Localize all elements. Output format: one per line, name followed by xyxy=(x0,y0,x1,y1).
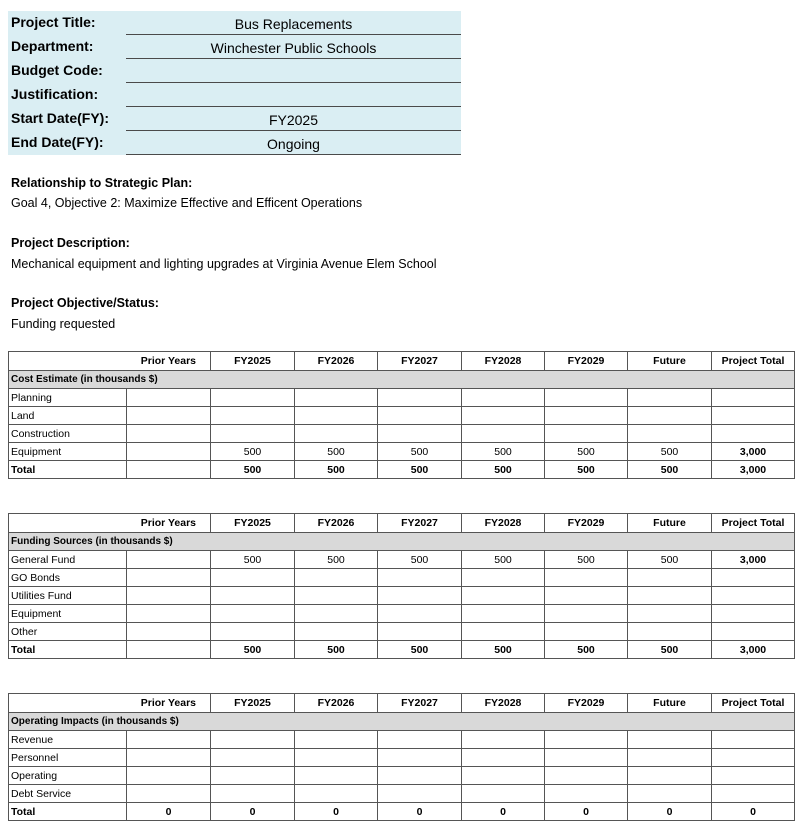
cell xyxy=(712,605,795,623)
cell xyxy=(712,407,795,425)
cell xyxy=(127,731,211,749)
cell xyxy=(378,389,462,407)
table-row xyxy=(9,749,795,767)
info-value xyxy=(126,59,461,83)
row-label: Debt Service xyxy=(9,785,127,803)
cell xyxy=(462,623,545,641)
cell: 500 xyxy=(378,443,462,461)
table-row xyxy=(9,623,795,641)
info-row-end-date xyxy=(8,131,461,155)
cell: 0 xyxy=(211,803,295,821)
header-prior-years: Prior Years xyxy=(127,514,211,533)
cell: 500 xyxy=(211,443,295,461)
info-value xyxy=(126,83,461,107)
total-row xyxy=(9,803,795,821)
cell xyxy=(545,767,628,785)
cell xyxy=(462,767,545,785)
cell xyxy=(462,749,545,767)
cell xyxy=(628,587,712,605)
row-label: Revenue xyxy=(9,731,127,749)
cell xyxy=(545,749,628,767)
table-row xyxy=(9,569,795,587)
strategic-plan-text: Goal 4, Objective 2: Maximize Effective and Efficent Operations xyxy=(11,196,363,210)
table-row xyxy=(9,389,795,407)
header-prior-years: Prior Years xyxy=(127,352,211,371)
cell: 500 xyxy=(211,551,295,569)
cell: 0 xyxy=(378,803,462,821)
cell xyxy=(127,569,211,587)
header-project-total: Project Total xyxy=(712,352,795,371)
description-text: Mechanical equipment and lighting upgrades at Virginia Avenue Elem School xyxy=(11,257,437,271)
info-row-budget-code xyxy=(8,59,461,83)
info-value: FY2025 xyxy=(126,107,461,131)
header-fy2028: FY2028 xyxy=(462,352,545,371)
cell xyxy=(462,605,545,623)
cell xyxy=(712,569,795,587)
header-fy2029: FY2029 xyxy=(545,514,628,533)
cell xyxy=(712,623,795,641)
cell xyxy=(211,785,295,803)
info-label: End Date(FY): xyxy=(11,134,104,150)
cell: 500 xyxy=(378,461,462,479)
header-fy2028: FY2028 xyxy=(462,694,545,713)
cell xyxy=(295,623,378,641)
table-row xyxy=(9,425,795,443)
cell xyxy=(127,623,211,641)
cell xyxy=(462,785,545,803)
header-fy2028: FY2028 xyxy=(462,514,545,533)
cell xyxy=(378,731,462,749)
cell xyxy=(462,569,545,587)
header-fy2026: FY2026 xyxy=(295,694,378,713)
info-label: Department: xyxy=(11,38,94,54)
cell: 0 xyxy=(712,803,795,821)
cell: 500 xyxy=(462,443,545,461)
cell: 500 xyxy=(545,443,628,461)
section-row xyxy=(9,533,795,551)
cell xyxy=(628,785,712,803)
cell xyxy=(545,731,628,749)
cell xyxy=(127,785,211,803)
cell xyxy=(211,569,295,587)
header-fy2027: FY2027 xyxy=(378,694,462,713)
cell xyxy=(378,425,462,443)
header-fy2029: FY2029 xyxy=(545,352,628,371)
cell xyxy=(378,785,462,803)
cell xyxy=(211,731,295,749)
header-blank xyxy=(9,352,127,371)
cell xyxy=(127,407,211,425)
header-future: Future xyxy=(628,352,712,371)
header-fy2027: FY2027 xyxy=(378,514,462,533)
cell xyxy=(127,443,211,461)
operating-impacts-table xyxy=(8,693,795,821)
cell: 500 xyxy=(545,641,628,659)
cell xyxy=(295,569,378,587)
cell xyxy=(712,731,795,749)
cell xyxy=(628,767,712,785)
row-label: Land xyxy=(9,407,127,425)
row-label: Personnel xyxy=(9,749,127,767)
cell: 500 xyxy=(211,641,295,659)
cell xyxy=(712,389,795,407)
cell xyxy=(712,587,795,605)
header-project-total: Project Total xyxy=(712,694,795,713)
total-row xyxy=(9,461,795,479)
cell xyxy=(545,623,628,641)
cell xyxy=(211,407,295,425)
table-row xyxy=(9,767,795,785)
cell xyxy=(211,767,295,785)
total-row xyxy=(9,641,795,659)
section-label: Funding Sources (in thousands $) xyxy=(9,533,795,551)
info-label: Budget Code: xyxy=(11,62,103,78)
cell xyxy=(628,623,712,641)
cell: 500 xyxy=(628,551,712,569)
header-fy2026: FY2026 xyxy=(295,352,378,371)
row-label: General Fund xyxy=(9,551,127,569)
row-label: Other xyxy=(9,623,127,641)
cell xyxy=(545,587,628,605)
row-label: Planning xyxy=(9,389,127,407)
cell xyxy=(545,407,628,425)
cell xyxy=(545,425,628,443)
header-future: Future xyxy=(628,694,712,713)
cell: 500 xyxy=(545,461,628,479)
cell: 500 xyxy=(378,641,462,659)
cell: 500 xyxy=(295,641,378,659)
row-label: Utilities Fund xyxy=(9,587,127,605)
cell: 500 xyxy=(211,461,295,479)
info-row-start-date xyxy=(8,107,461,131)
cell xyxy=(295,785,378,803)
cell xyxy=(712,767,795,785)
cell xyxy=(211,623,295,641)
cell xyxy=(712,785,795,803)
cell xyxy=(462,425,545,443)
cell xyxy=(628,605,712,623)
cell xyxy=(295,605,378,623)
cell xyxy=(545,785,628,803)
cell xyxy=(462,587,545,605)
header-prior-years: Prior Years xyxy=(127,694,211,713)
cell: 500 xyxy=(295,461,378,479)
cell xyxy=(127,605,211,623)
cell xyxy=(378,749,462,767)
info-value: Ongoing xyxy=(126,131,461,155)
cell xyxy=(211,587,295,605)
cell xyxy=(127,461,211,479)
cell: 500 xyxy=(628,443,712,461)
cell: 500 xyxy=(295,551,378,569)
cost-estimate-table xyxy=(8,351,795,479)
cell: 500 xyxy=(628,461,712,479)
header-fy2029: FY2029 xyxy=(545,694,628,713)
cell: 3,000 xyxy=(712,641,795,659)
cell: 500 xyxy=(462,461,545,479)
info-label: Start Date(FY): xyxy=(11,110,110,126)
table-row xyxy=(9,551,795,569)
header-fy2025: FY2025 xyxy=(211,352,295,371)
info-row-department xyxy=(8,35,461,59)
cell xyxy=(628,407,712,425)
cell xyxy=(712,749,795,767)
cell: 500 xyxy=(462,551,545,569)
table-row xyxy=(9,407,795,425)
info-value: Winchester Public Schools xyxy=(126,35,461,59)
cell: 500 xyxy=(378,551,462,569)
cell: 0 xyxy=(295,803,378,821)
cell xyxy=(712,425,795,443)
row-label: Equipment xyxy=(9,443,127,461)
cell xyxy=(127,767,211,785)
info-value: Bus Replacements xyxy=(126,11,461,35)
header-fy2025: FY2025 xyxy=(211,514,295,533)
header-blank xyxy=(9,514,127,533)
row-label: Total xyxy=(9,461,127,479)
cell xyxy=(378,623,462,641)
cell xyxy=(295,749,378,767)
table-row xyxy=(9,605,795,623)
cell xyxy=(127,425,211,443)
cell: 0 xyxy=(127,803,211,821)
row-label: GO Bonds xyxy=(9,569,127,587)
row-label: Total xyxy=(9,641,127,659)
header-future: Future xyxy=(628,514,712,533)
table-row xyxy=(9,443,795,461)
row-label: Operating xyxy=(9,767,127,785)
cell xyxy=(295,587,378,605)
header-fy2025: FY2025 xyxy=(211,694,295,713)
cell xyxy=(211,605,295,623)
table-row xyxy=(9,731,795,749)
cell: 3,000 xyxy=(712,461,795,479)
cell xyxy=(628,389,712,407)
cell: 0 xyxy=(545,803,628,821)
section-label: Operating Impacts (in thousands $) xyxy=(9,713,795,731)
info-label: Project Title: xyxy=(11,14,96,30)
cell: 500 xyxy=(462,641,545,659)
cell xyxy=(378,569,462,587)
cell xyxy=(378,587,462,605)
cell: 3,000 xyxy=(712,443,795,461)
header-fy2026: FY2026 xyxy=(295,514,378,533)
section-row xyxy=(9,371,795,389)
cell xyxy=(127,389,211,407)
strategic-plan-heading: Relationship to Strategic Plan: xyxy=(11,176,193,190)
objective-heading: Project Objective/Status: xyxy=(11,296,159,310)
info-label: Justification: xyxy=(11,86,99,102)
cell xyxy=(628,749,712,767)
objective-text: Funding requested xyxy=(11,317,116,331)
cell xyxy=(127,641,211,659)
row-label: Equipment xyxy=(9,605,127,623)
table-header-row xyxy=(9,352,795,371)
header-fy2027: FY2027 xyxy=(378,352,462,371)
cell xyxy=(462,407,545,425)
cell xyxy=(628,569,712,587)
row-label: Construction xyxy=(9,425,127,443)
cell xyxy=(295,407,378,425)
cell xyxy=(545,389,628,407)
cell xyxy=(545,605,628,623)
section-label: Cost Estimate (in thousands $) xyxy=(9,371,795,389)
cell xyxy=(378,605,462,623)
cell xyxy=(378,767,462,785)
section-row xyxy=(9,713,795,731)
cell xyxy=(628,425,712,443)
table-row xyxy=(9,587,795,605)
cell xyxy=(462,389,545,407)
funding-sources-table xyxy=(8,513,795,659)
cell: 0 xyxy=(462,803,545,821)
cell: 500 xyxy=(628,641,712,659)
cell xyxy=(378,407,462,425)
cell xyxy=(127,587,211,605)
cell xyxy=(545,569,628,587)
cell xyxy=(295,731,378,749)
row-label: Total xyxy=(9,803,127,821)
cell xyxy=(295,425,378,443)
cell xyxy=(628,731,712,749)
cell: 0 xyxy=(628,803,712,821)
header-project-total: Project Total xyxy=(712,514,795,533)
header-blank xyxy=(9,694,127,713)
project-info-box xyxy=(8,11,461,155)
cell xyxy=(127,749,211,767)
table-header-row xyxy=(9,694,795,713)
table-header-row xyxy=(9,514,795,533)
cell xyxy=(211,425,295,443)
cell xyxy=(127,551,211,569)
cell: 500 xyxy=(295,443,378,461)
cell xyxy=(211,749,295,767)
cell xyxy=(462,731,545,749)
cell xyxy=(295,389,378,407)
cell: 3,000 xyxy=(712,551,795,569)
table-row xyxy=(9,785,795,803)
info-row-project-title xyxy=(8,11,461,35)
description-heading: Project Description: xyxy=(11,236,130,250)
cell xyxy=(295,767,378,785)
cell: 500 xyxy=(545,551,628,569)
cell xyxy=(211,389,295,407)
info-row-justification xyxy=(8,83,461,107)
